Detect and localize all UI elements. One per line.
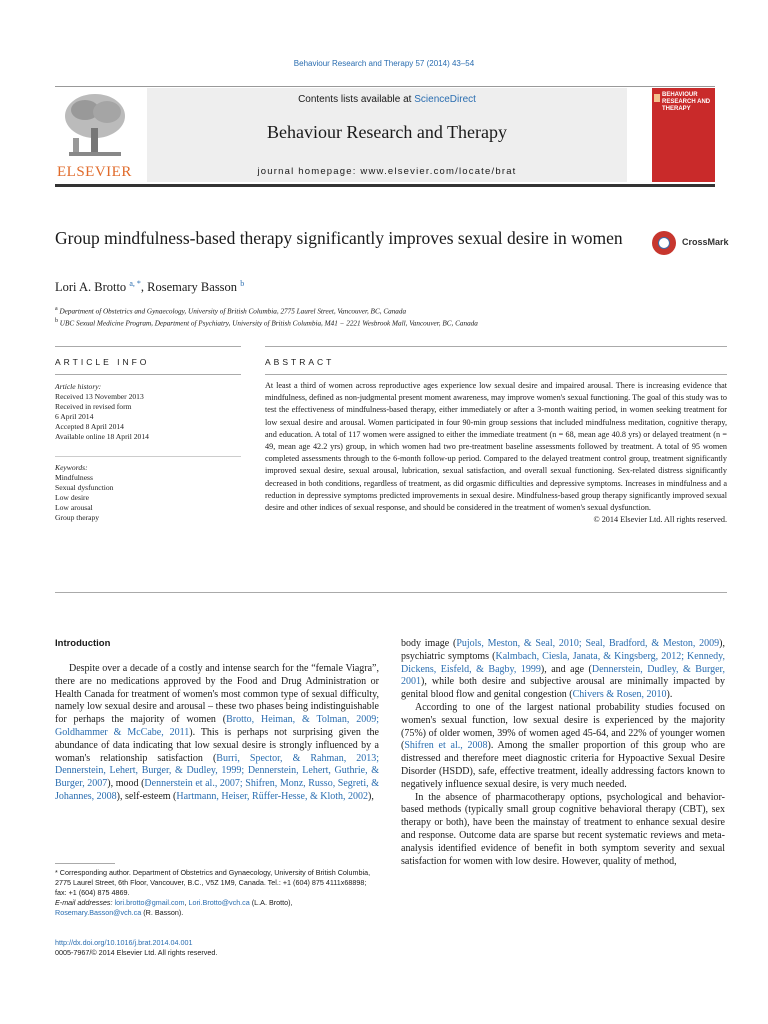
abstract-copyright: © 2014 Elsevier Ltd. All rights reserved. — [593, 515, 727, 525]
cover-mini-logo — [654, 94, 660, 102]
header-rule-top — [55, 86, 715, 87]
keyword: Mindfulness — [55, 473, 93, 482]
contents-line — [147, 94, 627, 105]
abstract-heading: ABSTRACT — [265, 357, 335, 367]
text: According to one of the largest national probability studies focused on women's sexual function, low sexual desire is experienced by the majority (75%) of older women, 39% of women aged 45-64, and 22% of younger women ( — [401, 701, 725, 752]
header-rule-bottom — [55, 184, 715, 187]
cover-line: RESEARCH AND — [662, 99, 711, 105]
contents-prefix: Contents lists available at — [298, 94, 415, 105]
keyword: Low arousal — [55, 503, 93, 512]
journal-header — [55, 86, 715, 186]
affiliation-text: Department of Obstetrics and Gynaecology, University of British Columbia, 2775 Laurel Street, Vancouver, BC, Canada — [59, 307, 407, 316]
history-item: Available online 18 April 2014 — [55, 432, 149, 441]
history-item: Received 13 November 2013 — [55, 392, 144, 401]
journal-reference[interactable]: Behaviour Research and Therapy 57 (2014) 43–54 — [293, 59, 475, 68]
abstract-body — [265, 380, 727, 526]
article-title: Group mindfulness-based therapy significantly improves sexual desire in women — [55, 228, 623, 248]
author-affiliation-marker[interactable]: b — [240, 279, 245, 288]
text: body image ( — [401, 638, 457, 649]
journal-title: Behaviour Research and Therapy — [266, 122, 508, 142]
paragraph — [55, 663, 379, 804]
text: ). — [666, 689, 673, 701]
keywords-label: Keywords: — [55, 463, 88, 472]
divider — [55, 592, 727, 593]
keywords — [55, 463, 241, 523]
history-item: Accepted 8 April 2014 — [55, 422, 124, 431]
citation-link[interactable]: Kalmbach, Ciesla, Janata, & Kingsberg, 2012; Kennedy, Dickens, Eisfeld, & Bagby, 1999 — [401, 650, 726, 675]
journal-homepage[interactable]: journal homepage: www.elsevier.com/locate/brat — [257, 166, 517, 177]
divider — [55, 456, 241, 457]
crossmark-icon — [652, 231, 676, 255]
author-affiliation-marker[interactable]: a, * — [129, 279, 141, 288]
divider — [55, 346, 241, 347]
citation-link[interactable]: Pujols, Meston, & Seal, 2010; Seal, Bradford, & Meston, 2009 — [456, 638, 720, 649]
text: ), self-esteem ( — [116, 790, 177, 802]
affiliation-marker: a — [55, 306, 58, 312]
journal-banner — [147, 88, 627, 182]
issn-copyright: 0005-7967/© 2014 Elsevier Ltd. All rights reserved. — [55, 948, 218, 957]
abstract-text: At least a third of women across reproductive ages experience low sexual desire and impaired arousal. There is increasing evidence that mindfulness, defined as non-judgmental present moment awareness, may improve women's sexual functioning. The goal of this study was to test the effectiveness of mindfulness-based therapy, either immediately or after a 3-month waiting period, in women seeking treatment for low sexual desire and arousal. Women participated in four 90-min group sessions that included mindfulness meditation, cognitive therapy, and education. A total of 117 women were assigned to either the immediate treatment (n = 68, mean age 40.8 yrs) or delayed treatment (n = 49, mean age 42.2 yrs) group, in which women had two pre-treatment baseline assessments followed by treatment. A total of 95 women completed assessments through to the 6-month follow-up period. Compared to the delayed treatment control group, treatment significantly improved sexual desire, sexual arousal, lubrication, sexual satisfaction, and overall sexual functioning. Sex-related distress significantly decreased in both conditions, regardless of treatment, as did orgasmic difficulties and depressive symptoms. Increases in mindfulness and a reduction in depressive symptoms predicted improvements in sexual desire. Mindfulness-based group therapy significantly improved sexual desire and other indices of sexual response, and should be considered in the treatment of women's sexual dysfunction. — [265, 381, 727, 513]
footnote-text: * Corresponding author. Department of Obstetrics and Gynaecology, University of British Columbia, 2775 Laurel Street, 6th Floor, Vancouver, B.C., V5Z 1M9, Canada. Tel.: +1 (604) 875 4111x68898; fax: +1 (604) 875 4869. — [55, 868, 371, 897]
author-list — [55, 279, 244, 295]
page-bottom-info — [55, 938, 217, 958]
citation-link[interactable]: Chivers & Rosen, 2010 — [572, 689, 667, 701]
text: ). This is perhaps not surprising given the abundance of data indicating that low sexual desire is strongly influenced by a woman's relationship satisfaction ( — [55, 726, 379, 764]
text: ), — [368, 790, 374, 802]
paragraph — [401, 702, 725, 792]
email-label: E-mail addresses: — [55, 898, 113, 907]
author-separator: , — [140, 280, 148, 295]
text: ), psychiatric symptoms ( — [401, 638, 725, 662]
keyword: Sexual dysfunction — [55, 483, 114, 492]
text: Despite over a decade of a costly and intense search for the “female Viagra”, there are no medications approved by the Food and Drug Administration or Health Canada for treatment of women's most common type of sexual difficulty, namely low sexual desire and arousal – these two phases being indistinguishable for perhaps the majority of women ( — [55, 663, 379, 726]
keyword: Group therapy — [55, 513, 100, 522]
divider — [265, 374, 727, 375]
text: ), while both desire and subjective arousal are minimally impacted by genital blood flow and genital congestion ( — [401, 676, 725, 701]
corresponding-author-footnote — [55, 868, 379, 918]
text: (R. Basson). — [141, 908, 184, 917]
cover-text — [662, 92, 710, 113]
citation-link[interactable]: Burri, Spector, & Rahman, 2013; Dennerstein, Lehert, Burger, & Dudley, 1999; Dennerstein, Lehert, Guthrie, & Burger, 2007 — [55, 752, 379, 790]
journal-cover-image — [652, 88, 715, 182]
affiliation-marker: b — [55, 318, 58, 324]
doi-link[interactable]: http://dx.doi.org/10.1016/j.brat.2014.04.001 — [55, 938, 193, 947]
affiliation-b — [55, 318, 478, 327]
text: , — [184, 898, 189, 907]
section-heading-introduction: Introduction — [55, 638, 111, 649]
author-name: Rosemary Basson — [147, 280, 238, 295]
citation-link[interactable]: Shifren et al., 2008 — [404, 740, 488, 752]
paragraph: In the absence of pharmacotherapy options, psychological and behavior-based methods (typically small group cognitive behavioral therapy (CBT), sex therapy or both), have been the mainstay of treatment to enhance sexual desire and response. Outcome data are sparse but recent systematic reviews and meta-analysis identified evidence of benefit in both symptom severity and sexual satisfaction for women with low desire. However, quality of method, — [401, 791, 725, 867]
crossmark-badge[interactable] — [652, 231, 729, 259]
email-link[interactable]: Rosemary.Basson@vch.ca — [55, 908, 142, 917]
citation-link[interactable]: Dennerstein, Dudley, & Burger, 2001 — [401, 663, 725, 688]
elsevier-wordmark: ELSEVIER — [57, 164, 132, 180]
article-info-heading: ARTICLE INFO — [55, 357, 150, 367]
keyword: Low desire — [55, 493, 89, 502]
history-item: Received in revised form — [55, 402, 132, 411]
left-column — [55, 663, 379, 804]
article-history — [55, 382, 241, 442]
email-link[interactable]: Lori.Brotto@vch.ca — [188, 898, 250, 907]
footnote-rule — [55, 863, 115, 864]
affiliation-text: UBC Sexual Medicine Program, Department of Psychiatry, University of British Columbia, M41 − 2221 Wesbrook Mall, Vancouver, BC, Canada — [59, 319, 478, 328]
history-item: 6 April 2014 — [55, 412, 94, 421]
history-label: Article history: — [55, 382, 102, 391]
sciencedirect-link[interactable]: ScienceDirect — [414, 94, 476, 105]
text: ), mood ( — [107, 778, 145, 790]
author-name: Lori A. Brotto — [55, 280, 127, 295]
text: (L.A. Brotto), — [249, 898, 293, 907]
footnote-emails — [55, 898, 379, 918]
right-column — [401, 638, 725, 868]
paragraph — [401, 638, 725, 702]
cover-line: THERAPY — [662, 106, 691, 112]
email-link[interactable]: lori.brotto@gmail.com — [114, 898, 185, 907]
citation-link[interactable]: Dennerstein et al., 2007; Shifren, Monz, Russo, Segreti, & Johannes, 2008 — [55, 778, 379, 802]
cover-line: BEHAVIOUR — [662, 92, 698, 98]
text: ). Among the smaller proportion of this group who are distressed and therefore meet diagnostic criteria for Hypoactive Sexual Desire Disorder (HSDD), safe, effective treatment, ideally addressing factors known to negatively influence sexual desire, is very much needed. — [401, 740, 726, 790]
text: ), and age ( — [540, 663, 592, 675]
divider — [55, 374, 241, 375]
citation-link[interactable]: Hartmann, Heiser, Rüffer-Hesse, & Kloth, 2002 — [176, 790, 369, 802]
divider — [265, 346, 727, 347]
citation-link[interactable]: Brotto, Heiman, & Tolman, 2009; Goldhammer & McCabe, 2011 — [55, 714, 379, 738]
affiliation-a — [55, 306, 406, 315]
crossmark-label: CrossMark — [682, 237, 729, 247]
